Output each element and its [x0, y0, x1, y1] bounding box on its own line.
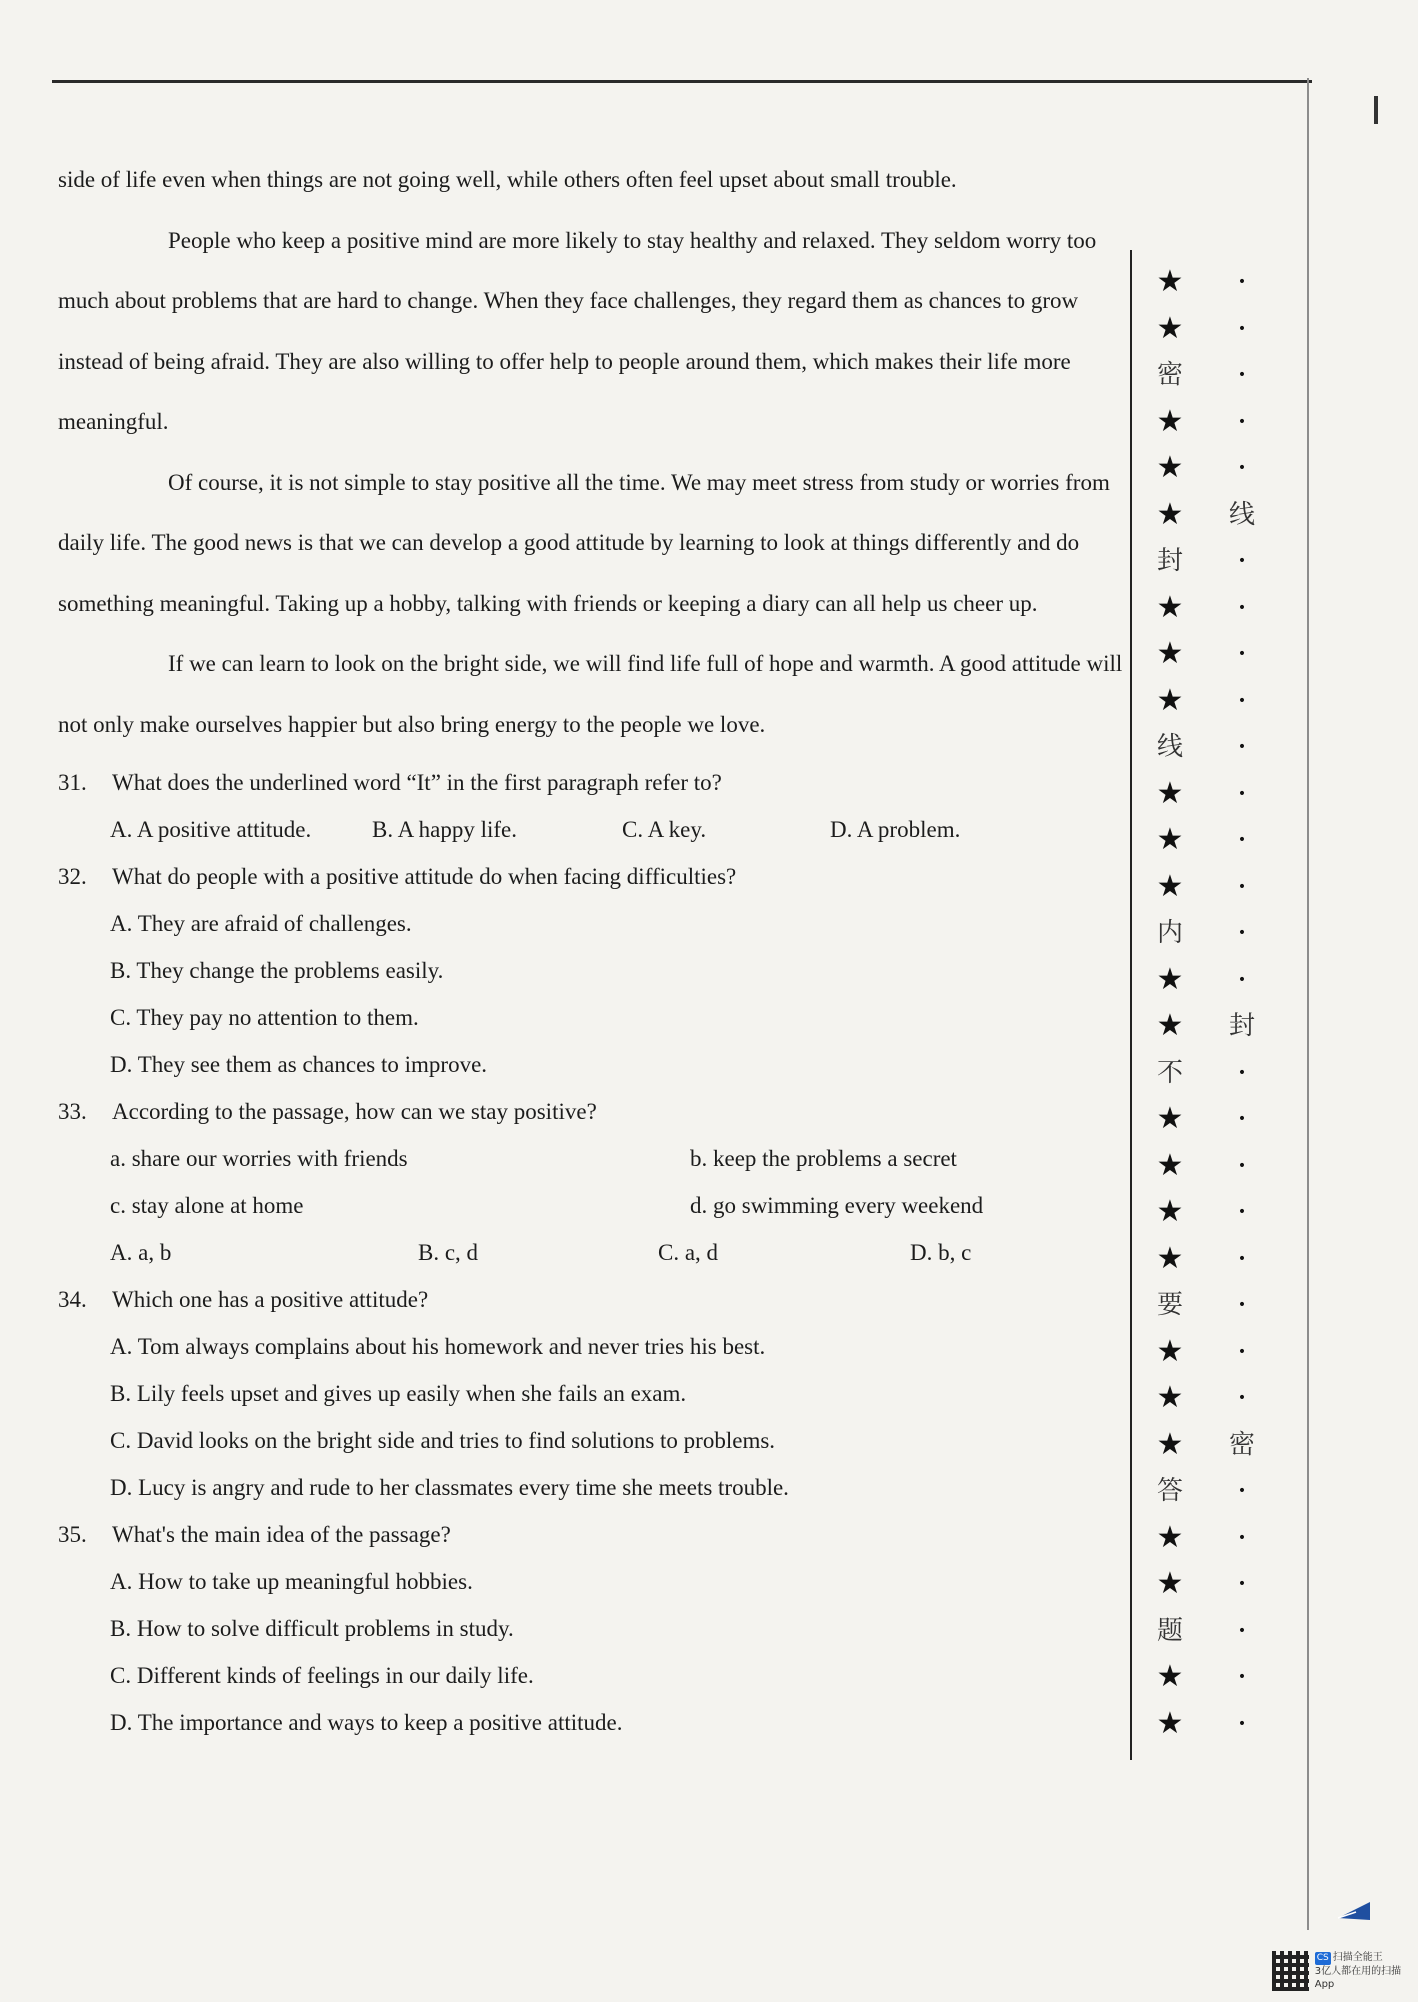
seal-dot-icon: •	[1237, 1715, 1247, 1732]
seal-dot-icon: •	[1237, 692, 1247, 709]
app-badge: CS	[1316, 1953, 1329, 1963]
watermark-title: 扫描全能王	[1332, 1952, 1383, 1963]
seal-char: 内	[1156, 918, 1183, 948]
seal-dot-icon: •	[1237, 1297, 1247, 1313]
seal-char: 答	[1156, 1476, 1183, 1506]
choice-items	[58, 1135, 1138, 1229]
passage-paragraph: If we can learn to look on the bright side, we will find life full of hope and warmth. A good attitude will not only make ourselves happier but also bring energy to the people we love.	[58, 651, 1123, 737]
question-32	[58, 853, 1138, 1088]
option-c: C. A key.	[622, 817, 707, 842]
seal-star-icon: ★	[1156, 1519, 1184, 1555]
seal-dot-icon: •	[1237, 785, 1247, 802]
option-c: C. Different kinds of feelings in our daily life.	[110, 1663, 534, 1688]
option-a: A. a, b	[110, 1240, 172, 1265]
option-c: C. They pay no attention to them.	[110, 1005, 419, 1030]
question-33	[58, 1088, 1138, 1276]
qr-code-icon	[1272, 1951, 1309, 1991]
seal-char: 线	[1228, 499, 1255, 530]
question-text: What do people with a positive attitude do when facing difficulties?	[112, 864, 737, 889]
seal-char: 线	[1156, 732, 1183, 762]
seal-star-icon: ★	[1156, 1240, 1184, 1276]
option-b: B. Lily feels upset and gives up easily when she fails an exam.	[110, 1381, 687, 1406]
seal-dot-icon: •	[1237, 1669, 1247, 1685]
option-d: D. They see them as chances to improve.	[110, 1052, 488, 1077]
seal-dot-icon: •	[1237, 971, 1247, 988]
option-c: C. a, d	[658, 1240, 719, 1265]
option-d: D. Lucy is angry and rude to her classmates every time she meets trouble.	[110, 1475, 789, 1500]
question-text: According to the passage, how can we stay positive?	[112, 1099, 597, 1124]
seal-dot-icon: •	[1237, 1529, 1247, 1546]
edge-mark	[1374, 96, 1378, 124]
seal-dot-icon: •	[1237, 878, 1247, 895]
seal-dot-icon: •	[1237, 646, 1247, 662]
seal-dot-icon: •	[1237, 1343, 1247, 1360]
seal-star-icon: ★	[1156, 868, 1184, 904]
watermark-subtitle: 3亿人都在用的扫描App	[1314, 1966, 1402, 1990]
option-d: D. The importance and ways to keep a positive attitude.	[110, 1710, 623, 1735]
item-a: a. share our worries with friends	[110, 1146, 408, 1171]
seal-star-icon: ★	[1156, 1566, 1184, 1601]
question-number: 31.	[58, 770, 87, 795]
seal-dot-icon: •	[1237, 1111, 1247, 1127]
question-number: 32.	[58, 864, 87, 889]
seal-line-margin	[1150, 262, 1290, 1762]
seal-star-icon: ★	[1156, 1380, 1184, 1415]
seal-dot-icon: •	[1237, 1157, 1247, 1174]
seal-char: 封	[1228, 1011, 1255, 1041]
seal-dot-icon: •	[1237, 1250, 1247, 1267]
seal-star-icon: ★	[1156, 1426, 1184, 1462]
seal-dot-icon: •	[1237, 274, 1247, 290]
option-a: A. A positive attitude.	[110, 817, 312, 842]
seal-dot-icon: •	[1237, 1576, 1247, 1592]
seal-char: 封	[1156, 546, 1183, 576]
option-b: B. How to solve difficult problems in study.	[110, 1616, 514, 1641]
options-row	[58, 806, 1138, 853]
seal-char: 不	[1156, 1057, 1183, 1088]
options-row	[58, 1229, 1138, 1276]
seal-char: 密	[1156, 360, 1183, 390]
seal-dot-icon: •	[1237, 925, 1247, 941]
seal-star-icon: ★	[1156, 1659, 1184, 1694]
seal-star-icon: ★	[1156, 1333, 1184, 1369]
option-b: B. A happy life.	[372, 817, 518, 842]
seal-dot-icon: •	[1237, 320, 1247, 337]
seal-star-icon: ★	[1156, 636, 1184, 671]
seal-char: 题	[1156, 1615, 1183, 1646]
option-b: B. c, d	[418, 1240, 479, 1265]
option-d: D. A problem.	[830, 817, 961, 842]
item-c: c. stay alone at home	[110, 1193, 304, 1218]
seal-star-icon: ★	[1156, 1008, 1184, 1043]
seal-star-icon: ★	[1156, 589, 1184, 625]
passage-paragraph: People who keep a positive mind are more likely to stay healthy and relaxed. They seldom worry too much about problems that are hard to change. When they face challenges, they regard them as chances to grow instead of being afraid. They are also willing to offer help to people around them, which makes their life more meaningful.	[58, 227, 1097, 434]
seal-star-icon: ★	[1156, 775, 1184, 811]
reading-section	[58, 150, 1138, 1746]
seal-star-icon: ★	[1156, 310, 1184, 346]
passage-paragraph: side of life even when things are not going well, while others often feel upset about small trouble.	[58, 167, 957, 192]
option-b: B. They change the problems easily.	[110, 958, 444, 983]
seal-star-icon: ★	[1156, 1194, 1184, 1229]
seal-dot-icon: •	[1237, 832, 1247, 848]
seal-star-icon: ★	[1156, 961, 1184, 997]
question-35	[58, 1511, 1138, 1746]
scanner-watermark	[1272, 1948, 1412, 1994]
question-text: What does the underlined word “It” in the first paragraph refer to?	[112, 770, 722, 795]
option-a: A. Tom always complains about his homework and never tries his best.	[110, 1334, 766, 1359]
seal-star-icon: ★	[1156, 264, 1184, 299]
seal-star-icon: ★	[1156, 496, 1184, 532]
question-number: 34.	[58, 1287, 87, 1312]
seal-star-icon: ★	[1156, 682, 1184, 718]
seal-star-icon: ★	[1156, 450, 1184, 485]
seal-dot-icon: •	[1237, 1483, 1247, 1499]
seal-star-icon: ★	[1156, 403, 1184, 439]
option-c: C. David looks on the bright side and tries to find solutions to problems.	[110, 1428, 776, 1453]
option-d: D. b, c	[910, 1240, 972, 1265]
seal-star-icon: ★	[1156, 1147, 1184, 1183]
seal-dot-icon: •	[1237, 1390, 1247, 1406]
option-a: A. They are afraid of challenges.	[110, 911, 412, 936]
top-rule	[52, 80, 1312, 83]
seal-dot-icon: •	[1237, 553, 1247, 569]
seal-star-icon: ★	[1156, 1101, 1184, 1136]
question-number: 35.	[58, 1522, 87, 1547]
seal-dot-icon: •	[1237, 1064, 1247, 1081]
item-b: b. keep the problems a secret	[690, 1146, 957, 1171]
question-text: What's the main idea of the passage?	[112, 1522, 451, 1547]
corner-fold-icon	[1336, 1898, 1372, 1924]
seal-dot-icon: •	[1237, 1204, 1247, 1220]
seal-dot-icon: •	[1237, 1622, 1247, 1639]
option-a: A. How to take up meaningful hobbies.	[110, 1569, 473, 1594]
seal-star-icon: ★	[1156, 1705, 1184, 1741]
question-34	[58, 1276, 1138, 1511]
seal-dot-icon: •	[1237, 413, 1247, 430]
seal-dot-icon: •	[1237, 460, 1247, 476]
question-text: Which one has a positive attitude?	[112, 1287, 429, 1312]
seal-dot-icon: •	[1237, 367, 1247, 383]
question-31	[58, 759, 1138, 853]
seal-dot-icon: •	[1237, 739, 1247, 755]
item-d: d. go swimming every weekend	[690, 1193, 984, 1218]
seal-dot-icon: •	[1237, 599, 1247, 616]
seal-char: 要	[1156, 1290, 1183, 1320]
right-border-line	[1307, 78, 1309, 1930]
seal-star-icon: ★	[1156, 822, 1184, 857]
passage-paragraph: Of course, it is not simple to stay positive all the time. We may meet stress from study or worries from daily life. The good news is that we can develop a good attitude by learning to look at things differently and do something meaningful. Taking up a hobby, talking with friends or keeping a diary can all help us cheer up.	[58, 469, 1110, 616]
question-number: 33.	[58, 1099, 87, 1124]
seal-char: 密	[1228, 1429, 1255, 1460]
